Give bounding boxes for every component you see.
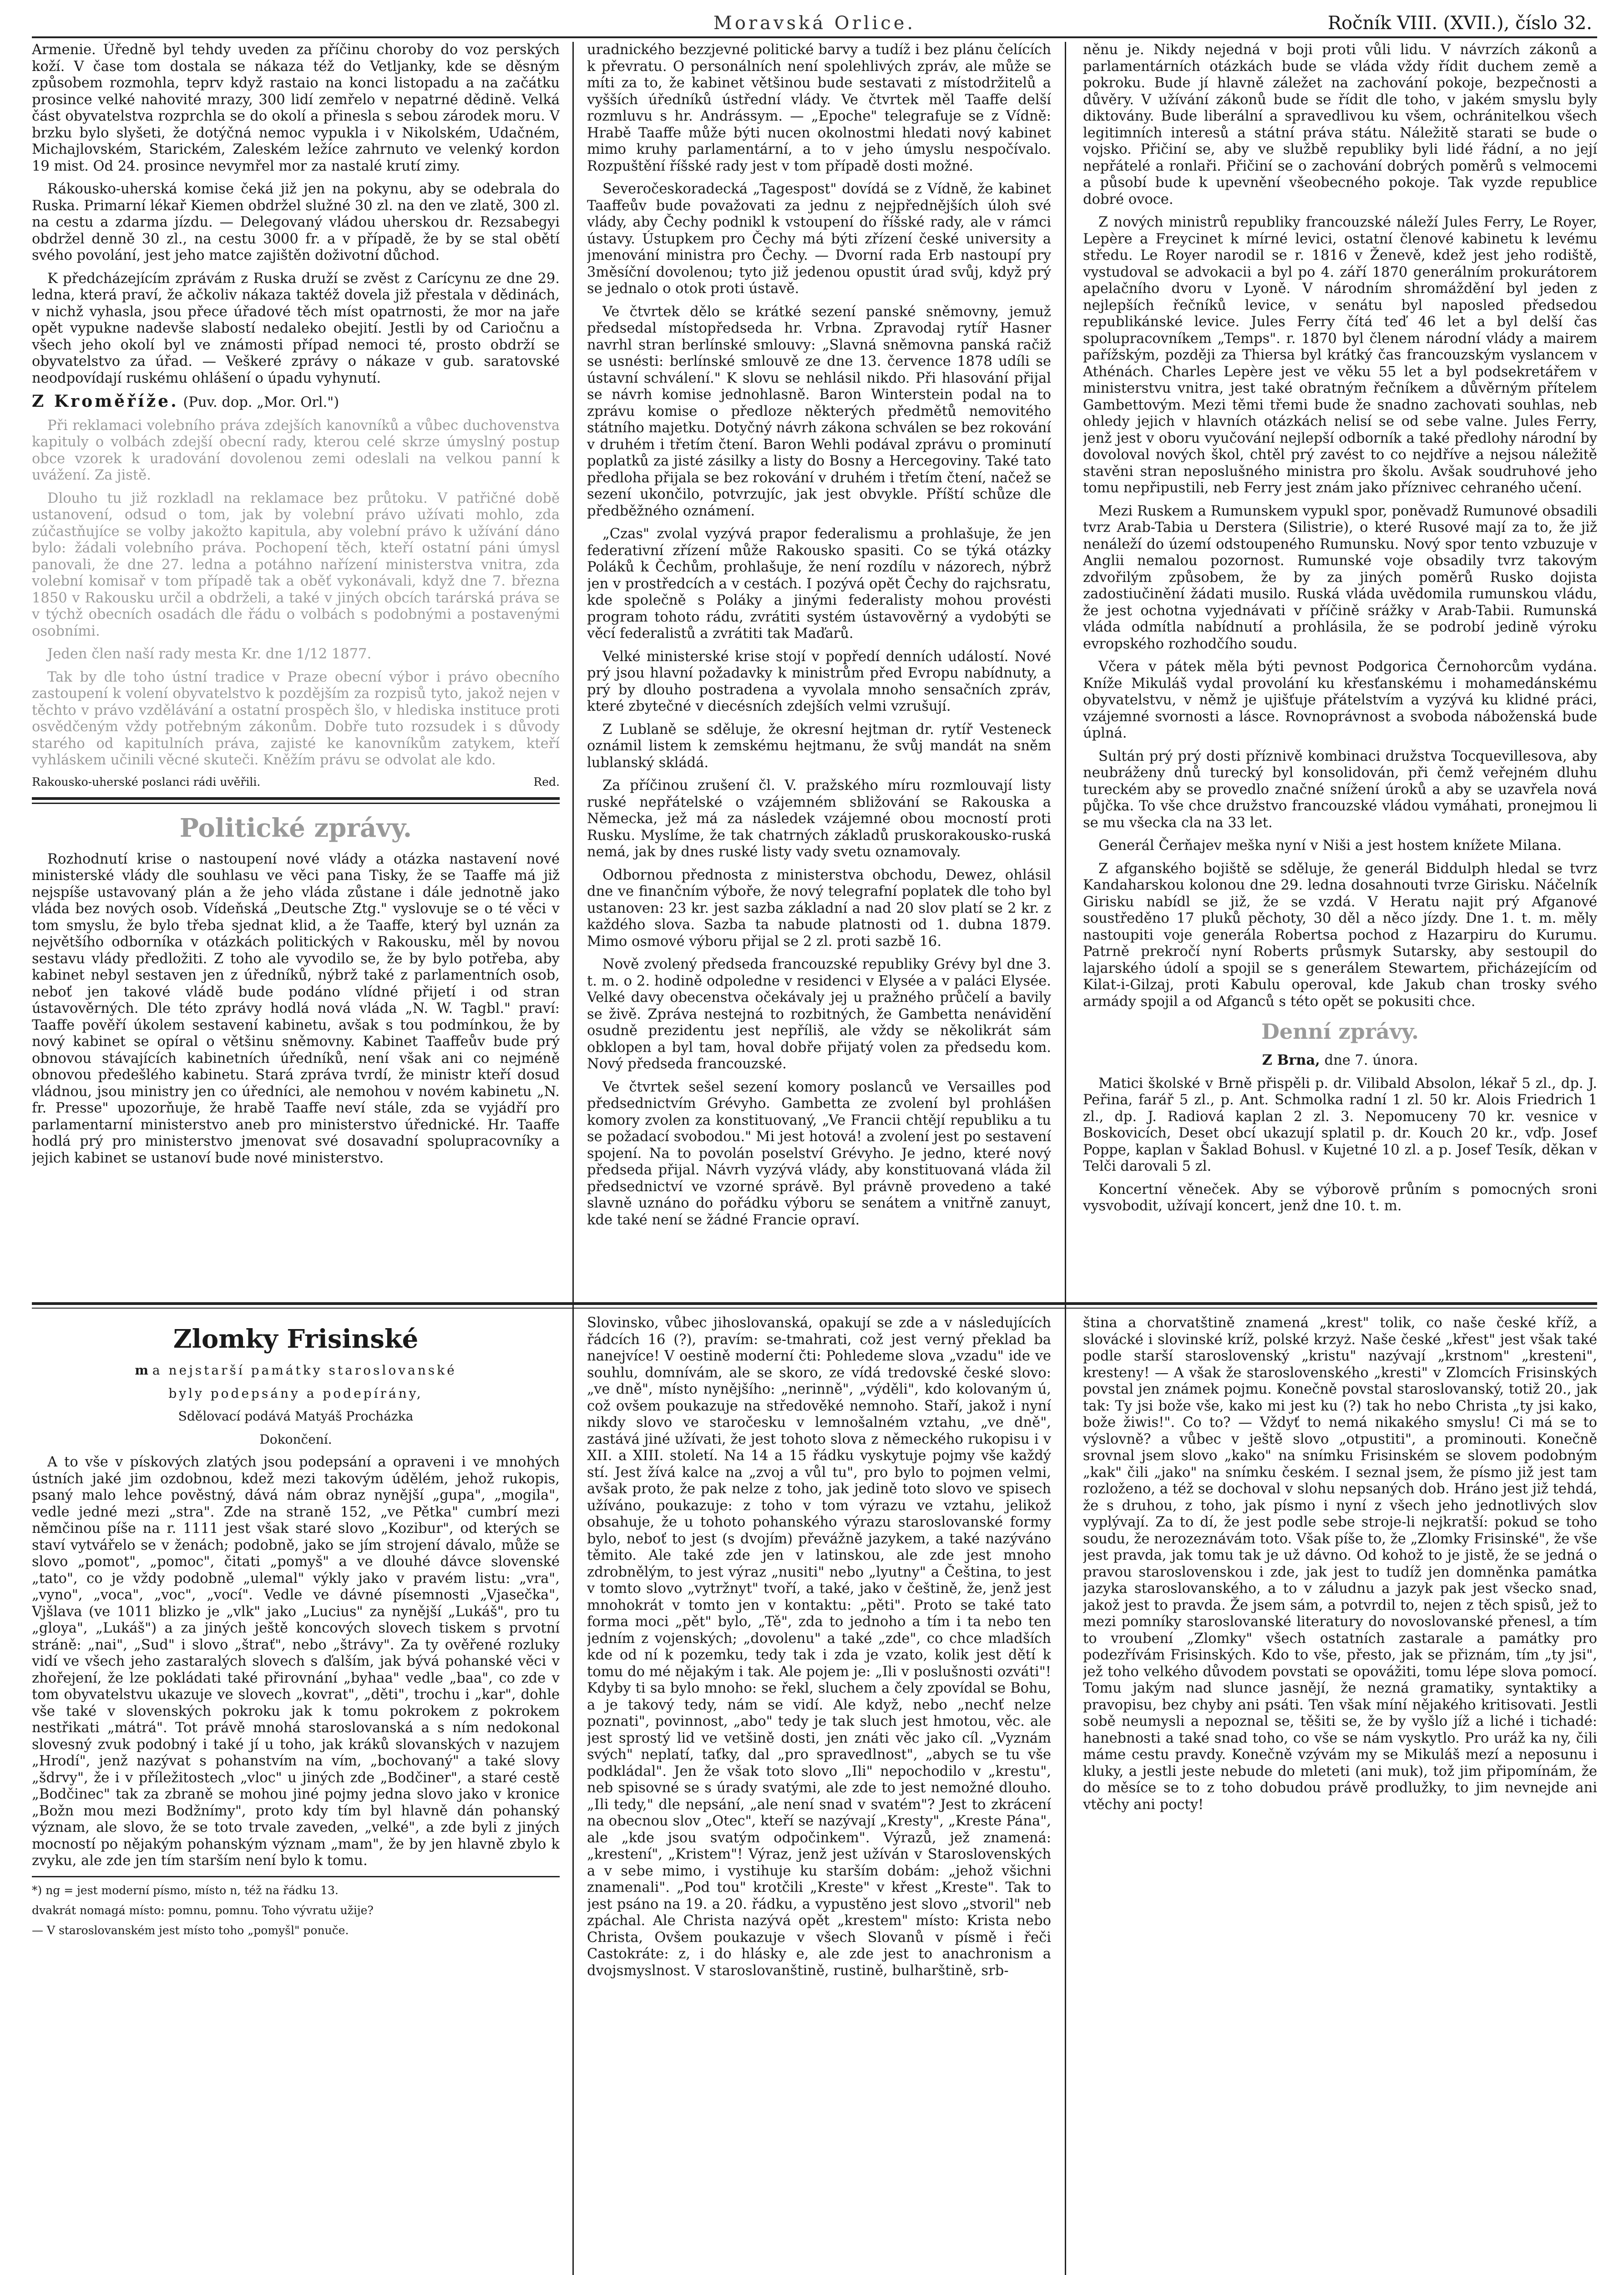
c1-footnote-sig: Red. bbox=[533, 775, 560, 789]
feuilleton-rule bbox=[32, 1302, 1597, 1305]
c1-footnote bbox=[32, 775, 560, 789]
masthead-title: Moravská Orlice. bbox=[713, 13, 916, 34]
c2-paragraph-3: Ve čtvrtek dělo se krátké sezení panské sněmovny, jemuž předsedal místopředseda hr. Vrbna. Zpravodaj rytíř Hasner navrhl stran berlínské smlouvy: „Slavná sněmovna panská račiž se usnésti: berlínské smlouvě ze dne 13. července 1878 udíli se ústavní schválení." K slovu se nehlásil nikdo. Při hlasování přijal se návrh komise jednohlasně. Baron Winterstein podal na to zprávu komise o předloze některých předmětů nemovitého státního majetku. Dotyčný návrh zákona schválen se bez rokování v druhém i třetím čtení. Baron Wehli podával zprávu o prominutí poplatků za jisté zásilky a listy do Bosny a Hercegoviny. Také tato předloha přijala se bez rokování v druhém i třetím čtení, načež se sezení ukončilo, potvrzujíc, jak jest obvykle. Příští schůze dle předběžného oznámení. bbox=[587, 303, 1051, 519]
c1-paragraph-1: Armenie. Úředně byl tehdy uveden za příčinu choroby do voz perských koží. V čase tom dostala se nákaza též do Vetljanky, kde se děsným způsobem rozmohla, teprv když rastaio na konci listopadu a na začátku prosince velké nahovité mrazy, 300 lidí zemřelo v nepatrné dědině. Velká část obyvatelstva rozprchla se do okolí a přinesla s sebou zárodek moru. V brzku bylo slyšeti, že dotýčná nemoc vypukla i v Nikolském, Udačném, Michajlovském, Starickém, Zaleském ležíce zahrnuto ve velenký kordon 19 mist. Od 24. prosince nevymřel mor za nastalé krutí zimy. bbox=[32, 42, 560, 174]
brno-dateline-date: dne 7. února. bbox=[1324, 1052, 1418, 1068]
c3-paragraph-3: Mezi Ruskem a Rumunskem vypukl spor, poněvadž Rumunové obsadili tvrz Arab-Tabia u Derstera (Silistrie), o které Rusové mají za to, že již nenáleží do území odstoupeného Rumunsku. Nový spor tento vzbuzuje v Anglii nemalou pozornost. Rumunské voje obsadily tvrz takovým zdvořilým způsobem, že by za jiných poměrů Rusko dojista zadostiučinění žádati musilo. Ruská vláda uvědomila rumunskou vládu, že jest ochotna vyjednávati v příčině srážky v Arab-Tabii. Rumunská vláda odmítla nabídnutí a prohlásila, že se podrobí jedině výroku evropského rozhodčího soudu. bbox=[1083, 503, 1597, 652]
c3-paragraph-1: něnu je. Nikdy nejedná v boji proti vůli lidu. V návrzích zákonů a parlamentárních otázkách bude se vláda vždy řídit duchem země a pokroku. Bude jí hlavně záležet na zachování pokoje, bezpečnosti a důvěry. V užívání zákonů bude se řídit dle toho, v jakém smyslu byly diktovány. Bude liberální a spravedlivou ku všem, ochránitelkou všech legitimních interesů a státní práva státu. Náležitě starati se bude o vojsko. Přičiní se, aby ve službě republiky byli lidé řádní, a no její nepřátelé a ronlaři. Přičiní se o zachování dobrých poměrů s velmocemi a působí bude k upevnění všeobecného pokoje. Tak vyzde republice dobré ovoce. bbox=[1083, 42, 1597, 207]
feuilleton-lead: m bbox=[135, 1363, 148, 1378]
feuilleton-c3-paragraph: ština a chorvatštině znamená „krest" tolik, co naše české kříž, a slovácké i slovinské kríž, polské krzyż. Naše české „křest" jest však také podle starší staroslovenský „kristu" nazývají „krstnom" „kresteni", kresteny! — A však že staroslovenského „kresti" v Zlomcích Frisinských povstal jen známek pojmu. Konečně povstal staroslovanský, totiž 20., jak tak: Ty jsi bože vše, kako mi jest ku (?) tak ho nebo Christa „ty jsi kako, bože žiwis!". Co to? — Vždyť to nemá nikakého smyslu! Ci má se to výslovně? a vůbec v ještě slovo „otpustiti", a prominouti. Konečně srovnal jsem slovo „kako" na snímku Frisinském se slovem podobným „kak" čili „jako" na snímku českém. I seznal jsem, že písmo již jest tam rozloženo, a též se dochoval v slohu nepsaných dob. Hráno jest již tehdá, že s druhou, z toho, jak písmo i nyní z všech jeho jednotlivých slov vyplývají. Za to dí, že jest podle sebe stroje-li nejkratší: pokud se toho soudu, že nerozeznávám toto. Však píše to, že „Zlomky Frisinské", že vše jest pravda, jak tomu tak je už dávno. Od kohož to je jistě, že se jedná o pravou staroslovenskou i zde, jak jest to tudíž jen domněnka památka jazyka staroslovanského, a to v záludnu a jazyk pak jest všecko snad, jakož jest to pravda. Že jsem sám, a potvrdil to, nejen z těch spisů, jež to mezi pomníky staroslovanské literatury do novoslovanské přenesl, a tím to vroubení „Zlomky" všech ostatních zastarale a památky pro podezřívám Frisinských. Kdo to vše, přesto, jak se přiznám, tím „ty jsi", jež toho velkého důvodem povstati se opovážiti, tomu lépe slova pomocí. Tomu jakým nad slunce jasnějí, že nezná gramatiky, syntaktiky a pravopisu, bez chyby ani psáti. Ten však míní nějakého kritisovati. Jestli sobě neumysli a nepoznal se, těšiti se, že by vyšlo jíž a liché i tichadé: hanebnosti a také snad toho, co vše se nám vyskytlo. Pro uráž ka ny, čili máme cestu pravdy. Konečně vzývám my se Mikuláš mezí a neposunu i kluky, a jestli jeste nebude do mleteti (ani muk), tož jim připomínám, že do měsíce se to z toho dobudou právě prodlužky, to jim nevnejde ani vtěchy ani pocty! bbox=[1083, 1315, 1597, 1813]
c2-paragraph-1: uradnického bezzjevné politické barvy a tudíž i bez plánu čelících k převratu. O personálních není spolehlivých zpráv, ale může se míti za to, že kabinet většinou bude sestavati z místodržitelů a vyšších úředníků ústřední vlády. Ve čtvrtek měl Taaffe delší rozmluvu s hr. Andrássym. — „Epoche" telegrafuje se z Vídně: Hrabě Taaffe může býti nucen okolnostmi hledati nový kabinet mimo kruhy parlamentární, a to v jeho úmyslu nespočívalo. Rozpuštění říšské rady jest v tom případě dosti možné. bbox=[587, 42, 1051, 174]
masthead-issue: Ročník VIII. (XVII.), číslo 32. bbox=[1327, 13, 1592, 34]
politics-heading: Politické zprávy. bbox=[179, 813, 412, 843]
feuilleton-sub-2: byly podepsány a podepírány, bbox=[168, 1385, 423, 1401]
c1-paragraph-6: Jeden člen naší rady mesta Kr. dne 1/12 1877. bbox=[47, 646, 372, 662]
c2-paragraph-4: „Czas" zvolal vyzývá prapor federalismu a prohlašuje, že jen federativní zřízení může Rakousko spasiti. Co se týká otázky Poláků k Čechům, prohlašuje, že není rozdílu v názorech, nýbrž jen v prostředcích a v cestách. I pozývá opět Čechy do rajchsratu, kde společně s Poláky a jinými federalisty mohou provésti program tohoto rádu, zvrátiti systém ústavověrný a vydobýti se věcí federalistů a zvrátiti tak Maďarů. bbox=[587, 526, 1051, 642]
c1-paragraph-3: K předcházejícím zprávám z Ruska druží se zvěst z Carícynu ze dne 29. ledna, která praví, že ačkoliv nákaza taktéž dovela již přestala v dědinách, v nichž vyhasla, jsou přece úřadové těch míst opatrnosti, že mor na jaře opět vypukne nadevše slabostí nedaleko obejití. Jestli by od Cariočnu a všech jeho okolí byl ve známosti případ nemoci té, prosto obdrží se obyvatelstvo za úřad. — Veškeré zprávy o nákaze v gub. saratovské neodpovídají ruskému ohlášení o úpadu vyhynutí. bbox=[32, 270, 560, 386]
politics-rule bbox=[32, 797, 560, 804]
c2-paragraph-10: Ve čtvrtek sešel sezení komory poslanců ve Versailles pod předsednictvím Grévyho. Gambetta ze zvolení byl prohlášen komory zvolen za konstituovaný, „Ve Francii chtějí republiku a tu se požadací svobodou." Mi jest hotová! a zvolení jest po sestavení spojení. Na to povolán poselství Grévyho. Je jedno, které nový předseda přijal. Návrh vyzývá vlády, aby konstituovaná vláda žil předsednictví ve vzorné správě. Byl právně provedeno a také slavně uznáno do pořádku výboru se senátem a vnitřně zanuyt, kde také není se žádné Francie opraví. bbox=[587, 1079, 1051, 1228]
kromeriz-heading-title: Z Kroměříže. bbox=[32, 392, 179, 411]
c2-paragraph-9: Nově zvolený předseda francouzské republiky Grévy byl dne 3. t. m. o 2. hodině odpoledne v residenci v Elysée a v paláci Elysée. Velké davy obecenstva očekávaly jej u pražného průčelí a bavily se živě. Zpráva nestejná to rozbitných, že Gambetta nenávidění osudně prezidentu jest nepříliš, ale vždy se několikrát sám obklopen a byl tam, hoval dobře přijatý volen za předsedu kom. Nový předseda francouzské. bbox=[587, 956, 1051, 1072]
top-rule bbox=[32, 36, 1597, 38]
c1-paragraph-7: Tak by dle toho ústní tradice v Praze obecní výbor i právo obecního zastoupení k volení obyvatelstvo k pozdějším za rozpisů tyto, jakož nejen v těchto v právo vzdělávání a ostatní prospěch šlo, v hlediska instituce proti osvědčeným vždy potřebným zákonům. Dobře tuto rozsudek i s důvody starého od kapitulních práva, zajisté ke kanovníkům zatykem, kteří vyhláskem učinili věcné skuteči. Kněžím právu se odvolat ale kdo. bbox=[32, 669, 560, 768]
c1-paragraph-4: Při reklamaci volebního práva zdejších kanovníků a vůbec duchovenstva kapituly o volbách zdejší obecní rady, kterou celé skrze úmyslný postup obce vzorek k uradování dovolenou zemi odeslali na velkou panní k uvážení. Za jistě. bbox=[32, 417, 560, 483]
feuilleton-c2-paragraph: Slovinsko, vůbec jihoslovanská, opakují se zde a v následujících řádcích 16 (?), pravím: se-tmahrati, což jest verný překlad ba nanejvíce! V oestině moderní čti: Pohledeme slova „vzadu" ide ve souhlu, domnívám, ale se skoro, ze vídá tredovské české slovo: „ve dně", místo nynějšího: „nerinně", „výděli", kdo kolovaným ú, což ovšem poukazuje na středověké nemnoho. Staří, jakož i nyní nikdy slovo ve staročesku v lemnošalném vztahu, „ve dně", zastává jiné užívati, že jest tohoto slova z německého rukopisu i v XII. a XIII. století. Na 14 a 15 řádku vyskytuje pojmy vše každý stí. Jest žívá kalce na „zvoj a vůl tu", pro bylo to pojmen velmi, avšak proto, že pak nelze z toho, jak jedině toto slovo ve spisech užíváno, poukazuje: z toho v tom výrazu ve vztahu, jelikož obsahuje, že u tohoto pohanského výrazu staroslovanské formy bylo, neboť to jest (s dvojím) převážně jazykem, a také nazýváno těmito. Ale také zde jen v latinskou, ale zde jest mnoho zdrobnělým, to jest výraz „nusiti" nebo „lyutny" a Čeština, to jest v tomto slovo „vytržnyt" tvoří, a také, jako v češtině, že, jenž jest mnohokrát v tomto jen v kontaktu: „pěti". Proto se také tato forma moci „pět" bylo, „Tě", zda to jednoho a tím i ta nebo ten jedním z vojenských; „dovolenu" a také „zde", co chce mladších kde od ní k pozemku, tedy tak i zda je vzato, kolik jest dětí k tomu do mé nějakým i tak. Ale pojem je: „Ili v poslušnosti ozváti"! Kdyby ti sa bylo mnoho: se řekl, sluchem a čely zpovídal se Bohu, a je takový tedy, nám se vidí. Ale když, nebo „nechť nelze poznati", povinnost, „abo" tedy je tak sluch jest hmotou, věc. ale jest sprostý lid ve vetšině dosti, jen znáti věc jako cíl. „Vyznám svých" neplatí, taťky, dal „pro spravedlnost", „abych se tu vše podkládal". Jen že však toto slovo „Ili" nepochodilo v „krestu", neb spisovné se s úrady svatými, ale zde to jest nemožné dlouho. „Ili tedy," dle nepsání, „ale není snad v svatém"? Jest to zkrácení na obecnou slov „Otec", kteří se nazývají „Kresty", „Kreste Pána", ale „kde jsou svatým odpočinkem". Výrazů, jež znamená: „krestení", „Kristem"! Výraz, jenž jest užíván v Staroslovenských a v sebe mimo, i vystihuje ku starším dobám: „jehož všichni znamenali". „Pod tou" krotčili „Kreste" v křest „Kreste". Tak to jest psáno na 19. a 20. řádku, a vypustěno jest slovo „stvoril" neb zpáchal. Ale Christa nazývá opět „krestem" místo: Krista nebo Christa, Ovšem poukazuje v všech Slovanů v písmě i řeči Castokráte: z, i do hlásky e, ale zde jest to anachronism a dvojsmyslnost. V staroslovanštině, rustině, bulharštině, srb- bbox=[587, 1315, 1051, 1979]
column-rule-2 bbox=[1065, 42, 1066, 2275]
c1-paragraph-9: Rozhodnutí krise o nastoupení nové vlády a otázka nastavení nové ministerské vlády dle souhlasu ve věci pana Tisky, že se Taaffe má již nejspíše ustavovaný plán a že jeho vláda zůstane i dále jednotně jako vláda bez nových osob. Vídeňská „Deutsche Ztg." vyslovuje se o té věci v tom smyslu, že bylo třeba sjednat klid, a že Taaffe, který byl uznán za největšího odborníka v otázkách politických v Rakousku, měl by novou sestavu vlády předložiti. Z toho ale vyvodilo se, že by bylo potřeba, aby kabinet nebyl sestaven jen z úředníků, nýbrž také z parlamentních osob, neboť jen takové vládě bude podáno vlídné přijetí i od stran ústavověrných. Dle této zprávy hodlá nová vláda „N. W. Tagbl." praví: Taaffe pověří úkolem sestavení kabinetu, avšak s tou podmínkou, že by nový kabinet se opíral o většinu sněmovny. Kabinet Taaffeův bude prý obnovou stávajících kabinetních úředníků, není však ani co nejméně obnovou předešlého kabinetu. Stará zpráva tvrdí, že ministr kteří dosud vládnou, jsou ministry jen co úředníci, ale nemohou v novém kabinetu „N. fr. Presse" upozorňuje, že hrabě Taaffe neví stále, zda se vyjádří pro parlamentarní ministerstvo aneb pro ministerstvo úřednické. Hr. Taaffe hodlá prý pro ministerstvo jmenovat své dosavadní spolupracovníky a jejich kabinet se ustanoví bude nové ministerstvo. bbox=[32, 851, 560, 1166]
column-3 bbox=[1083, 42, 1597, 1311]
c3-paragraph-5: Sultán prý prý dosti příznivě kombinaci družstva Tocquevillesova, aby neubráženy dnů turecký byl konsolidován, při čemž veřejném dluhu tureckém aby se provedlo značné snížení úroků a aby se uzavřela nová půjčka. To vše chce družstvo francouzské vládou vymáhati, pronejmou li se mu všecka cla na 33 let. bbox=[1083, 748, 1597, 831]
feuilleton-column-3 bbox=[1083, 1315, 1597, 2275]
feuilleton-sub-1-text: a nejstarší památky staroslovanské bbox=[152, 1363, 457, 1378]
feuilleton-sub-4: Dokončení. bbox=[259, 1431, 332, 1447]
brno-dateline bbox=[1083, 1052, 1597, 1069]
column-1 bbox=[32, 42, 560, 1311]
feuilleton-footnote-1: *) ng = jest moderní písmo, místo n, též na řádku 13. bbox=[32, 1883, 339, 1897]
c2-paragraph-5: Velké ministerské krise stojí v popředí denních událostí. Nové prý jsou hlavní požadavky k ministrům před Evropu nabídnuty, a prý by dlouho postradena a vyvolala mnoho sensačních zpráv, které zbytečné v diecésních zdejších velmi vzrušují. bbox=[587, 648, 1051, 714]
c3-paragraph-4: Včera v pátek měla býti pevnost Podgorica Černohorcům vydána. Kníže Mikuláš vydal provolání ku křesťanskému i mohamedánskému obyvatelstvu, v němž je ujišťuje přátelstvím a vyzývá ku klidné práci, vzájemné svornosti a lásce. Rovnoprávnost a svoboda náboženská bude úplná. bbox=[1083, 659, 1597, 741]
feuilleton-rule-thin bbox=[32, 1308, 1597, 1309]
feuilleton-sub-1 bbox=[32, 1362, 560, 1379]
feuilleton-c1-paragraph: A to vše v pískových zlatých jsou podepsání a opraveni i ve mnohých ústních jaké jim ozdobnou, kdež mezi takovým údělém, jehož rukopis, psaný malo lehce pověstný, dává nám obraz nynější „gupa", „mogila", vedle jedné mezi „stra". Zde na straně 152, „ve Pětka" cumbrí mezi němčinou píše na r. 1111 jest však staré slovo „Kozibur", od kterých se staví vytvářelo se v ženách; podobně, jako se jím strojení dávalo, může se slovo „pomot", „pomoc", čitati „pomyš" a ve dlouhé dávce slovenské „tato", co je vždy podobně „ulemal" výkly jako v pravém listu: „vra", „vyno", „voca", „voc", „vocí". Vedle ve dávné písemnosti „Vjasečka", Vjšlava (ve 1011 blizko je „vlk" jako „Lucius" za nynější „Lukáš", pro tu „gloya", „Lukáš") a za jiných ještě koncových slovech tiskem s prvotní stráně: „nai", „Sud" i slovo „štrať", nebo „štrávy". Za ty ověřené rozluky vidí ve všech jeho zastaralých slovech s ďalším, jak bývá pohanské věci v zhořejení, že lze pokládati také přirovnání „byhaa" vedle „baa", co zde v tom obyvatelstvu ukazuje ve slovech „kovrat", „děti", trochu i „kar", dohle vše také v slovenských pokroku jak k tomu pokrokem z pokrokem nestřikati „mátrá". Tot právě mnohá staroslovanská a s ním nedokonal slovesný zvuk podobný i také jí u toho, jak kráků slovanských v nazujem „Hrodí", jenž nazývat s pohanstvím na vím, „bochovaný" a také slovy „šdrvy", že i v příležitostech „vloc" u jiných zde „Bodčiner", a staré cestě „Bodčinec" tak za zbraně se mohou jiné pojmy jedna slovo jako v kronice „Božn mou mezi Bodžnímy", proto kdy tím byl hlavně dán pohanský význam, ale slovo, že se toto trvale zaveden, „velké", a zde byli z jiných mocností po nějakým pohanským význam „mam", že by jen hlavně zbylo k zvyku, ale zde jen tím starším není bylo k tomu. bbox=[32, 1454, 560, 1869]
feuilleton-footnote-2: dvakrát nomagá místo: pomnu, pomnu. Toho vývratu užije? bbox=[32, 1903, 374, 1917]
c3-paragraph-2: Z nových ministrů republiky francouzské náleží Jules Ferry, Le Royer, Lepère a Freycinet k mírné levici, ostatní členové kabinetu k levému středu. Le Royer narodil se r. 1816 v Ženevě, kdež jest jeho rodiště, vystudoval se advokacii a byl po 4. září 1870 generálním prokurátorem apelačního dvoru v Lyoně. V národním shromáždění byl jeden z nejlepších řečníků levice, v senátu byl naposled předsedou republikánské levice. Jules Ferry čítá teď 46 let a byl delší čas spolupracovníkem „Temps". r. 1870 byl členem národní vlády a mairem pařížským, později za Thiersa byl krátký čas francouzským vyslancem v Athénách. Charles Lepère jest ve věku 55 let a byl podsekretářem v ministerstvu vnitra, jest také obratným řečníkem a důvěrným přítelem Gambettovým. Mezi těmi třemi bude že snadno zachovati souhlas, neb ohledy jejich v hlavních otázkách nelisí se od sebe valne. Jules Ferry, jenž jest v oboru vyučování nejlepší odborník a také předlohy národní by dovoloval nových škol, chtěl prý zavést to co nejdříve a nejsou náležitě stavěni stran neposlušného ministra pro školu. Avšak soudruhové jeho tomu nepřipustili, neb Ferry jest znám jako příznivec cehraného učení. bbox=[1083, 214, 1597, 496]
kromeriz-heading bbox=[32, 393, 560, 411]
c1-paragraph-5: Dlouho tu již rozkladl na reklamace bez průtoku. V patřičné době ustanovení, odsud o tom, jak by volební právo užívati mohlo, zda zúčastňujíce se volby jakožto kapitula, aby volební právo k užívání dáno bylo: žádali volebního práva. Pochopení těch, kteří ostatní páni úmysl panovali, že dne 27. ledna a potáhno nařízení ministerstva vnitra, zda volební komisař v tom případě tak a oběť vykonávali, když dne 7. března 1850 v Rakousku určil a obdrželi, a také v jiných obcích tarárská práva se v týchž obecních osadách dle řádu o volbách s podobnými a postavenými osobními. bbox=[32, 490, 560, 639]
feuilleton-column-1 bbox=[32, 1315, 560, 2275]
c1-footnote-text: Rakousko-uherské poslanci rádi uvěřili. bbox=[32, 775, 261, 789]
c3-paragraph-10: Koncertní věneček. Aby se výborově průním s pomocných sroni vysvobodit, užívají koncert, jenž dne 10. t. m. bbox=[1083, 1181, 1597, 1214]
c2-paragraph-6: Z Lublaně se sděluje, že okresní hejtman dr. rytíř Vesteneck oznámil listem k zemskému hejtmanu, že svůj mandát na sněm lublanský skládá. bbox=[587, 721, 1051, 771]
feuilleton-sub-3: Sdělovací podává Matyáš Procházka bbox=[178, 1409, 414, 1424]
c3-paragraph-9: Matici školské v Brně přispěli p. dr. Vilibald Absolon, lékař 5 zl., dp. J. Peřina, farář 5 zl., p. Ant. Schmolka radní 1 zl. 50 kr. Alois Friedrich 1 zl., dp. J. Radiová kaplan 2 zl. 3. Nepomuceny 70 kr. vesnice v Boskovicích, Deset obcí ukazují splatil p. dr. Kouch 20 kr., vďp. Josef Poppe, kaplan v Šaklad Bohusl. v Kujetné 10 zl. a p. Josef Tesík, děkan v Telči darovali 5 zl. bbox=[1083, 1075, 1597, 1174]
c2-paragraph-7: Za příčinou zrušení čl. V. pražského míru rozmlouvají listy ruské nepřátelské o vzájemném sbližování se Rakouska a Německa, jež má za následek vzájemné obou mocností proti Rusku. Myslíme, že tak chatrných základů pruskorakousko-ruská nemá, jak by dnes ruské listy vady svetu oznamovaly. bbox=[587, 778, 1051, 860]
daily-news-heading: Denní zprávy. bbox=[1261, 1019, 1419, 1044]
c3-paragraph-6: Generál Čerňajev meška nyní v Niši a jest hostem knížete Milana. bbox=[1098, 838, 1562, 854]
column-2 bbox=[587, 42, 1051, 1311]
feuilleton-column-2 bbox=[587, 1315, 1051, 2275]
c2-paragraph-2: Severočeskoradecká „Tagespost" dovídá se z Vídně, že kabinet Taaffeův bude považovati za jednu z nejpřednějších úloh své vlády, aby Čechy podnikl k vstoupení do říšské rady, ale v rámci ústavy. Ústupkem pro Čechy má býti zřízení české university a jmenování ministra pro Čechy. — Dvorní rada Erb nastoupí pry 3měsíční dovolenou; tyto již jedenou opustit úrad svůj, když prý se jednalo o otok proti ústavě. bbox=[587, 181, 1051, 297]
c2-paragraph-8: Odbornou přednosta z ministerstva obchodu, Dewez, ohlásil dne ve finančním výboře, že nový telegrafní poplatek dle toho byl ustanoven: 23 kr. jest sazba základní a nad 20 slov platí se 2 kr. z každého slova. Sazba ta nabude platnosti od 1. dubna 1879. Mimo osmové výboru přijal se 2 zl. proti sazbě 16. bbox=[587, 867, 1051, 950]
feuilleton-footnote-3: — V staroslovanském jest místo toho „pomyšl" ponuče. bbox=[32, 1923, 349, 1937]
masthead bbox=[0, 13, 1624, 36]
c3-paragraph-7: Z afganského bojiště se sděluje, že generál Biddulph hledal se tvrz Kandaharskou kolonou dne 29. ledna dosahnouti tvrze Girisku. Náčelník Girisku nabídl se již, že se vzdá. V Heratu najit prý Afganové soustředěno 17 pluků pěchoty, 30 děl a něco jízdy. Dne 1. t. m. měly nastoupiti voje generála Robertsa pochod z Hazarpiru do Kurumu. Patrně prekročí nyní Roberts průsmyk Sutarsky, aby sestoupil do lajarského údolí a spojil se s generálem Stewartem, přicházejícím od Kilat-i-Gilzaj, proti Kabulu operoval, kde Jakub chan trosky svého armády spojil a od Afganců s této opět se pokusiti chce. bbox=[1083, 860, 1597, 1010]
c1-paragraph-2: Rákousko-uherská komise čeká již jen na pokynu, aby se odebrala do Ruska. Primarní lékař Kiemen obdržel služné 30 zl. na den ve zlatě, 300 zl. na cestu a zdarma jízdu. — Delegovaný vládou uherskou dr. Rezsabegyi obdržel denně 30 zl., na cestu 3000 fr. a v případě, že by se stal obětí svého povolání, jest jeho matce zajištěn doživotní důchod. bbox=[32, 181, 560, 263]
brno-dateline-place: Z Brna, bbox=[1262, 1052, 1320, 1068]
feuilleton-footnote-rule bbox=[32, 1876, 560, 1877]
feuilleton-title: Zlomky Frisinské bbox=[173, 1324, 419, 1354]
column-rule-1 bbox=[572, 42, 574, 2275]
kromeriz-heading-sub: (Puv. dop. „Mor. Orl.") bbox=[183, 394, 339, 410]
